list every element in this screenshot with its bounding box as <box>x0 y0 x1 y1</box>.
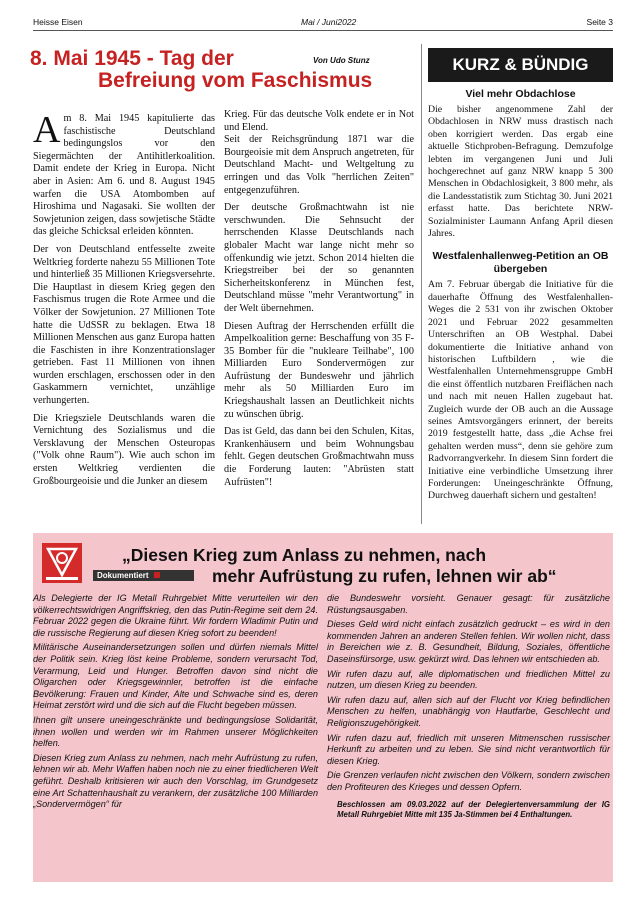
documented-right-column <box>327 593 610 820</box>
paragraph: Ihnen gilt unsere uneingeschränkte und bedingungslose Solidarität, ihnen wollen und werden wir im Rahmen unserer Möglichkeiten helfen. <box>33 714 318 749</box>
article-author: Von Udo Stunz <box>313 56 370 65</box>
documented-box-title <box>122 545 602 587</box>
page-header <box>33 16 613 31</box>
paragraph: Die Kriegsziele Deutschlands waren die Vernichtung des Sozialismus und die Versklavung der Menschen Osteuropas ("Volk ohne Raum"). Wie auch schon im ersten Weltkrieg verdienten die Großbourgeoisie und die Junker an diesem <box>33 412 215 487</box>
sidebar-content <box>428 88 613 503</box>
paragraph: Wir rufen dazu auf, allen sich auf der Flucht vor Krieg befindlichen Menschen zu helfen, unabhängig von Hautfarbe, Geschlecht und Religionszugehörigkeit. <box>327 694 610 728</box>
issue-date: Mai / Juni2022 <box>301 17 357 27</box>
documented-title-line2: mehr Aufrüstung zu rufen, lehnen wir ab“ <box>212 566 557 586</box>
resolution-note: Beschlossen am 09.03.2022 auf der Delegiertenversammlung der IG Metall Ruhrgebiet Mitte mit 135 Ja-Stimmen bei 4 Enthaltungen. <box>337 799 610 819</box>
paragraph: Wir rufen dazu auf, alle diplomatischen und friedlichen Mittel zu nutzen, um diesen Krieg zu beenden. <box>327 668 610 691</box>
article-title-line2: Befreiung vom Faschismus <box>98 69 373 92</box>
paragraph: Die Grenzen verlaufen nicht zwischen den Völkern, sondern zwischen den Profiteuren des Krieges und dessen Opfern. <box>327 770 610 792</box>
paragraph: die Bundeswehr vorsieht. Genauer gesagt: für zusätzliche Rüstungsausgaben. <box>327 593 610 615</box>
publication-name: Heisse Eisen <box>33 17 83 27</box>
page-number: Seite 3 <box>586 17 613 27</box>
paragraph: Als Delegierte der IG Metall Ruhrgebiet Mitte verurteilen wir den völkerrechtswidrigen Angriffskrieg, den das Putin-Regime seit dem 24. Februar 2022 gegen die Ukraine führt. Wir fordern Wladimir Putin und die russische Regierung auf diesen Krieg sofort zu beenden! <box>33 593 318 638</box>
article-column-2 <box>224 109 414 494</box>
paragraph: Das ist Geld, das dann bei den Schulen, Kitas, Krankenhäusern und beim Wohnungsbau fehlt. Gegen deutschen Großmachtwahn muss die Forderung lauten: "Abrüsten statt Aufrüsten"! <box>224 426 414 488</box>
sidebar-item1-text: Die bisher angenommene Zahl der Obdachlosen in NRW muss drastisch nach oben korrigiert werden. Das ergab eine aktuelle Stichproben-Befragung. Demzufolge lebten im vergangenen Juni und Juli hochgerechnet auf ganz NRW knapp 5 300 Menschen in Obdachlosigkeit, 3 800 mehr, als die Landesstatistik zum Stichtag 30. Juni 2021 erfasst hatte. Das berichtete NRW-Sozialminister Laumann Anfang April diesen Jahres. <box>428 104 613 240</box>
documented-left-column <box>33 593 318 814</box>
documented-title-line1: „Diesen Krieg zum Anlass zu nehmen, nach <box>122 545 487 565</box>
paragraph: Der von Deutschland entfesselte zweite Weltkrieg forderte nahezu 55 Millionen Tote und hinterließ 35 Millionen Kriegsversehrte. Die Hauptlast in diesem Krieg gegen den Faschismus trugen die Rote Armee und die Völker der Sowjetunion. 27 Millionen Tote hatte die UdSSR zu beklagen. Etwa 18 Millionen Menschen aus ganz Europa hatten die Faschisten in ihre Konzentrationslager getrieben. Fast 11 Millionen von ihnen wurden erschlagen, erschossen oder in den Gaskammern vernichtet, unzählige verhungerten. <box>33 243 215 407</box>
article-column-1 <box>33 109 215 493</box>
paragraph: Krieg. Für das deutsche Volk endete er in Not und Elend. <box>224 109 414 133</box>
sidebar-item2-text: Am 7. Februar übergab die Initiative für die dauerhafte Öffnung des Westfalenhallen-Weges die 2 531 von ihr zwischen Oktober 2021 und Februar 2022 gesammelten Unterschriften an OB Westphal. Dabei dokumentierte die Initiative anhand von historischen Luftbildern , wie die Westfalenhallen Unternehmensgruppe GmbH die einst öffentlich nutzbaren Freiflächen nach und nach mit neuen Hallen zugebaut hat. Zugleich wurde der OB auch an die Aussage seines Amtsvorgängers erinnert, der bereits 2019 festgestellt hatte, dass „die Achse frei gehalten werden muss“, denn sie gehöre zum Radvorrangverkehr. In diesem Sinn fordert die Initiative eine verbindliche Umsetzung ihrer Forderungen: Uneingeschränkte Öffnung, Durchweg dauerhaft sichern und gestalten! <box>428 279 613 502</box>
paragraph: Seit der Reichsgründung 1871 war die Bourgeoisie mit dem Anspruch angetreten, für Deutschland Macht- und Weltgeltung zu erringen und das Volk "herrlichen Zeiten" entgegenzuführen. <box>224 134 414 196</box>
article-title-line1: 8. Mai 1945 - Tag der <box>30 47 234 70</box>
paragraph: Der deutsche Großmachtwahn ist nie verschwunden. Die Sehnsucht der herrschenden Klasse Deutschlands nach globaler Macht war lange nicht mehr so offenkundig wie jetzt. Schon 2014 hielten die Kriegstreiber bei der so genannten Sicherheitskonferenz in München fest, Deutschland müsse "mehr Verantwortung" in der Welt übernehmen. <box>224 202 414 314</box>
sidebar-item1-title: Viel mehr Obdachlose <box>465 88 576 100</box>
paragraph: Am 8. Mai 1945 kapitulierte das faschistische Deutschland bedingungslos vor den Siegermächten der Antihitlerkoalition. Damit endete der Krieg in Europa. Nicht aber in Asien: Am 6. und 8. August 1945 warfen die USA Atombomben auf Hiroshima und Nagasaki. Sie wollten der Sowjetunion zeigen, dass sowjetische Städte das gleiche Schicksal erleiden könnten. <box>33 109 215 238</box>
drop-cap: A <box>33 109 61 151</box>
column-divider <box>421 44 422 524</box>
paragraph: Diesen Krieg zum Anlass zu nehmen, nach mehr Aufrüstung zu rufen, lehnen wir ab. Mehr Waffen haben noch nie zu einer friedlicheren Welt geführt. Deshalb kritisieren wir auch den Vorschlag, im Grundgesetz eine Art Schattenhaushalt zu verankern, der zusätzliche 100 Milliarden „Sondervermögen“ für <box>33 752 318 810</box>
article-title <box>30 48 420 92</box>
paragraph: Militärische Auseinandersetzungen sollen und dürfen niemals Mittel der Politik sein. Krieg löst keine Probleme, sondern verursacht Tod, Verarmung, Leid und Hunger. Betroffen davon sind nicht die Oligarchen oder Kriegsgewinnler, betroffen ist die einfache Bevölkerung: Frauen und Kinder, Alte und Schwache sind es, deren Heimat zerstört wird und die sich auf die Flucht begeben müssen. <box>33 642 318 711</box>
documented-tag-label: Dokumentiert <box>97 571 149 580</box>
red-square-icon <box>154 572 160 578</box>
ig-metall-logo-icon <box>42 543 82 583</box>
paragraph: Dieses Geld wird nicht einfach zusätzlich gedruckt – es wird in den kommenden Jahren an anderen Stellen fehlen. Wir wollen nicht, dass in Bereichen wie z. B. Gesundheit, Bildung, Soziales, öffentliche Daseinsfürsorge, usw. gekürzt wird. Das lehnen wir entschieden ab. <box>327 619 610 664</box>
paragraph: Wir rufen dazu auf, friedlich mit unseren Mitmenschen russischer Herkunft zu arbeiten und zu leben. Sie sind nicht verantwortlich für diesen Krieg. <box>327 732 610 766</box>
paragraph: Diesen Auftrag der Herrschenden erfüllt die Ampelkoalition gerne: Beschaffung von 35 F-35 Bomber für die "nukleare Teilhabe", 100 Milliarden Euro Sondervermögen zur Aufrüstung der Bundeswehr und jährlich mehr als 50 Milliarden Euro im Kriegshaushalt lassen an Deutlichkeit nichts zu wünschen übrig. <box>224 320 414 420</box>
sidebar-banner: KURZ & BÜNDIG <box>428 48 613 82</box>
sidebar-item2-title: Westfalenhallenweg-Petition an OB übergeben <box>432 250 609 276</box>
documented-tag <box>93 570 194 581</box>
